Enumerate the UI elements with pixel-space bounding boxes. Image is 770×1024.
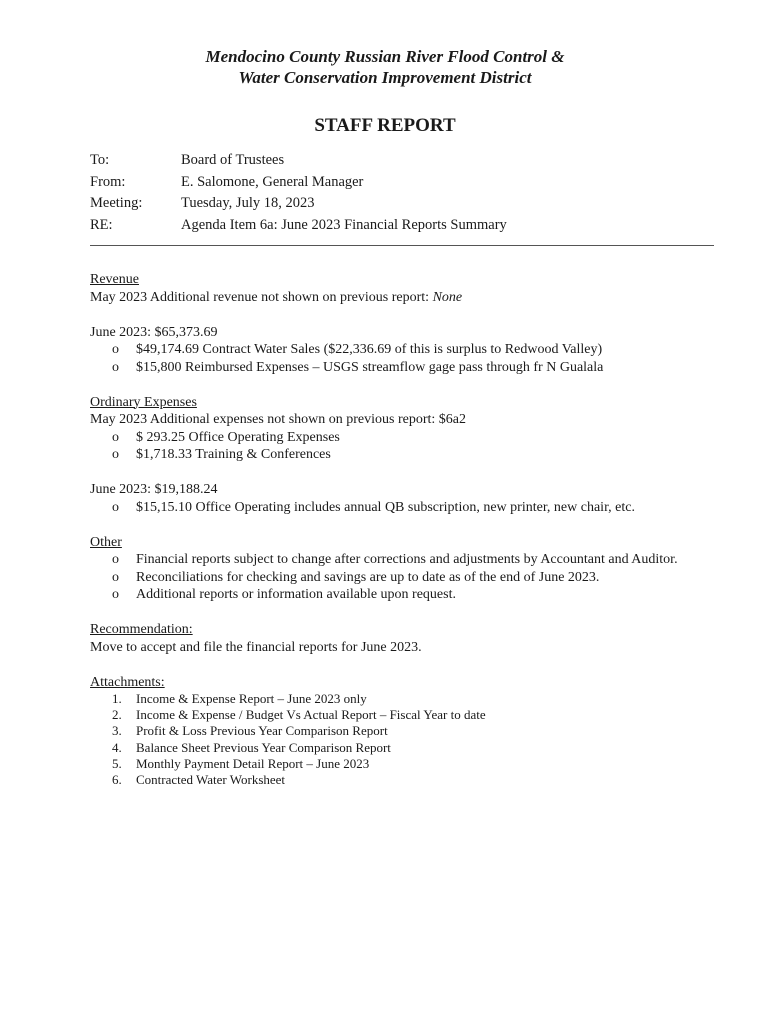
from-value: E. Salomone, General Manager xyxy=(181,173,364,190)
attachments-heading: Attachments: xyxy=(90,674,165,690)
bullet: o xyxy=(112,447,119,462)
other-item: Additional reports or information available upon request. xyxy=(136,587,456,602)
expenses-heading: Ordinary Expenses xyxy=(90,394,197,410)
recommendation-heading: Recommendation: xyxy=(90,622,193,637)
recommendation-text: Move to accept and file the financial reports for June 2023. xyxy=(90,639,422,655)
expenses-june-total: June 2023: $19,188.24 xyxy=(90,482,218,497)
list-item xyxy=(90,740,730,756)
organization-line-2: Water Conservation Improvement District xyxy=(238,68,532,87)
list-item xyxy=(90,569,730,587)
revenue-may-text: May 2023 Additional revenue not shown on previous report: xyxy=(90,289,433,305)
attachment-number: 3. xyxy=(112,723,122,739)
list-item xyxy=(90,446,730,464)
revenue-june-total: June 2023: $65,373.69 xyxy=(90,324,218,340)
expense-item: $1,718.33 Training & Conferences xyxy=(136,447,331,462)
other-heading: Other xyxy=(90,534,122,550)
to-label: To: xyxy=(90,152,110,168)
attachment-number: 6. xyxy=(112,771,122,787)
list-item xyxy=(90,551,730,569)
list-item xyxy=(90,586,730,604)
revenue-item: $49,174.69 Contract Water Sales ($22,336.69 of this is surplus to Redwood Valley) xyxy=(136,342,603,357)
bullet: o xyxy=(112,359,119,375)
bullet: o xyxy=(112,569,119,585)
list-item xyxy=(90,723,730,739)
list-item xyxy=(90,756,730,772)
attachment-item: Monthly Payment Detail Report – June 2023 xyxy=(136,755,370,771)
attachment-item: Contracted Water Worksheet xyxy=(136,771,286,787)
memo-header xyxy=(90,150,507,236)
revenue-heading: Revenue xyxy=(90,272,139,287)
header-meeting-row xyxy=(90,193,507,215)
other-item: Reconciliations for checking and savings are up to date as of the end of June 2023. xyxy=(136,569,600,585)
from-label: From: xyxy=(90,173,126,190)
header-divider xyxy=(90,245,714,246)
list-item xyxy=(90,707,730,723)
list-item xyxy=(90,429,730,447)
list-item xyxy=(90,359,730,377)
revenue-may-line xyxy=(90,289,730,307)
expense-item: $ 293.25 Office Operating Expenses xyxy=(136,429,340,445)
header-re-row xyxy=(90,215,507,237)
report-body xyxy=(90,271,730,788)
attachment-item: Balance Sheet Previous Year Comparison Report xyxy=(136,739,391,755)
bullet: o xyxy=(112,429,119,445)
meeting-label: Meeting: xyxy=(90,195,143,211)
list-item xyxy=(90,691,730,707)
attachment-number: 2. xyxy=(112,707,122,723)
other-item: Financial reports subject to change after corrections and adjustments by Accountant and Auditor. xyxy=(136,552,678,567)
list-item xyxy=(90,772,730,788)
bullet: o xyxy=(112,342,119,357)
header-from-row xyxy=(90,172,507,194)
attachment-item: Income & Expense / Budget Vs Actual Report – Fiscal Year to date xyxy=(136,707,486,723)
attachment-item: Profit & Loss Previous Year Comparison Report xyxy=(136,723,388,739)
header-to-row xyxy=(90,150,507,172)
meeting-value: Tuesday, July 18, 2023 xyxy=(181,195,315,211)
bullet: o xyxy=(112,587,119,602)
attachment-number: 4. xyxy=(112,739,122,755)
list-item xyxy=(90,499,730,517)
organization-line-1: Mendocino County Russian River Flood Control & xyxy=(205,47,565,66)
bullet: o xyxy=(112,499,119,515)
attachment-number: 5. xyxy=(112,755,122,771)
revenue-item: $15,800 Reimbursed Expenses – USGS streamflow gage pass through fr N Gualala xyxy=(136,359,604,375)
re-value: Agenda Item 6a: June 2023 Financial Reports Summary xyxy=(181,216,507,233)
revenue-may-value: None xyxy=(432,289,463,305)
list-item xyxy=(90,341,730,359)
attachment-item: Income & Expense Report – June 2023 only xyxy=(136,691,367,706)
expenses-may-line: May 2023 Additional expenses not shown on previous report: $6a2 xyxy=(90,412,467,427)
organization-name xyxy=(0,46,770,88)
report-title: STAFF REPORT xyxy=(314,115,456,136)
expense-item: $15,15.10 Office Operating includes annual QB subscription, new printer, new chair, etc. xyxy=(136,499,635,515)
bullet: o xyxy=(112,552,119,567)
re-label: RE: xyxy=(90,216,113,233)
to-value: Board of Trustees xyxy=(181,152,285,168)
attachment-number: 1. xyxy=(112,691,122,706)
